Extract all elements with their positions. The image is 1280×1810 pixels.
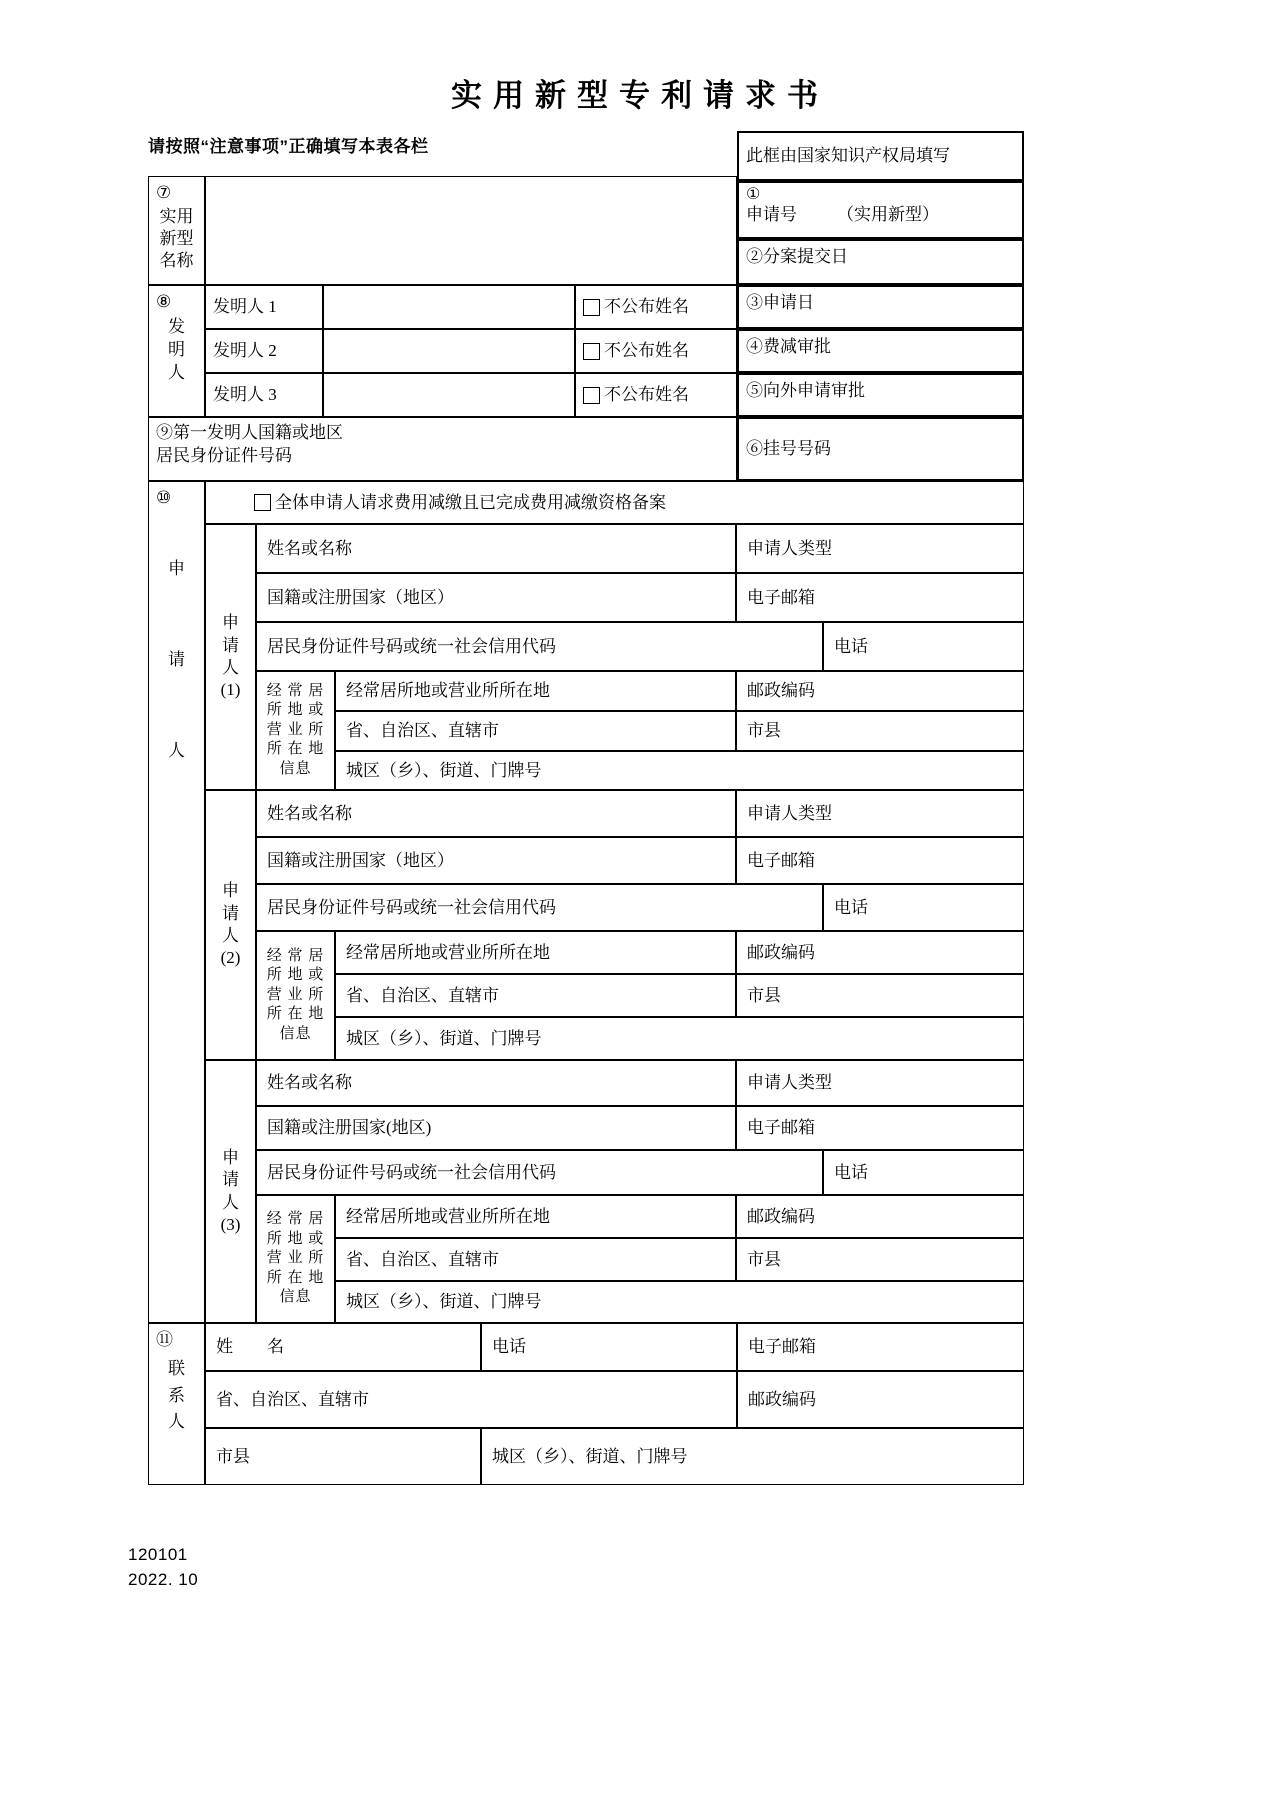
applicant-1-id-label: 居民身份证件号码或统一社会信用代码 [267,636,556,656]
applicant-2-tag-cell [205,790,256,1060]
inventor-3-label: 发明人 3 [213,385,277,405]
applicant-3-id-cell[interactable] [256,1150,823,1195]
office-box-header-label: 此框由国家知识产权局填写 [746,146,950,166]
fee-reduction-checkbox[interactable] [254,494,271,511]
section-7-label-line-2: 新型 [159,229,194,249]
applicant-2-email-label: 电子邮箱 [747,850,815,870]
applicant-1-city-label: 市县 [747,721,781,741]
applicant-2-province-label: 省、自治区、直辖市 [346,985,499,1005]
section-8-label-line-3: 人 [168,363,185,383]
applicant-1-address-block-label-line-3: 营 业 所 [266,721,325,738]
fee-reduction-row[interactable] [205,481,1024,524]
office-box-filing-date [737,285,1024,329]
applicant-1-province-label: 省、自治区、直辖市 [346,721,499,741]
applicant-3-email-label: 电子邮箱 [747,1118,815,1138]
inventor-1-no-publish-checkbox[interactable] [583,299,600,316]
registration-number-label: ⑥挂号号码 [746,439,831,459]
applicant-1-type-label: 申请人类型 [747,538,832,558]
applicant-2-name-label-cell[interactable] [256,790,736,837]
applicant-1-name-label-cell[interactable] [256,524,736,573]
applicant-2-id-cell[interactable] [256,884,823,931]
contact-email-cell[interactable] [737,1323,1024,1371]
applicant-3-district-cell[interactable] [335,1281,1024,1323]
applicant-1-address-block-label-line-4: 所 在 地 [266,741,325,758]
applicant-2-district-label: 城区（乡）、街道、门牌号 [346,1028,542,1048]
applicant-2-id-label: 居民身份证件号码或统一社会信用代码 [267,897,556,917]
applicant-3-residence-cell[interactable] [335,1195,736,1238]
contact-postcode-cell[interactable] [737,1371,1024,1428]
applicant-2-address-block-label-cell [256,931,335,1060]
section-10-number-cell [148,481,205,1323]
applicant-1-address-block-label-line-5: 信息 [279,760,312,777]
inventor-1-label-cell [205,285,323,329]
inventor-1-no-publish-label: 不公布姓名 [604,297,689,317]
applicant-2-address-block-label-line-2: 所 地 或 [266,967,325,984]
applicant-3-city-label: 市县 [747,1249,781,1269]
inventor-2-no-publish-label: 不公布姓名 [604,341,689,361]
applicant-1-tag-index: (1) [220,680,241,700]
applicant-2-tag-line-1: 申 [222,881,239,901]
form-code: 120101 [128,1545,188,1564]
applicant-2-district-cell[interactable] [335,1017,1024,1060]
applicant-1-nationality-label: 国籍或注册国家（地区） [267,587,454,607]
applicant-1-address-block-label [259,676,332,785]
applicant-3-address-block-label-line-5: 信息 [279,1289,312,1306]
applicant-3-address-block-label-line-3: 营 业 所 [266,1250,325,1267]
applicant-1-postcode-cell[interactable] [736,671,1024,711]
applicant-1-phone-cell[interactable] [823,622,1024,671]
applicant-1-tag [213,530,248,784]
applicant-2-postcode-label: 邮政编码 [747,942,815,962]
applicant-1-residence-cell[interactable] [335,671,736,711]
section-10-label-line-1: 申 [168,559,185,579]
section-8-number: ⑧ [156,292,172,311]
section-7-label-line-3: 名称 [159,251,194,271]
applicant-3-residence-label: 经常居所地或营业所所在地 [346,1206,550,1226]
applicant-2-address-block-label-line-4: 所 在 地 [266,1006,325,1023]
fee-reduction-approval-label: ④费减审批 [746,337,831,356]
section-7-number-cell [148,176,205,285]
section-9-cell[interactable] [148,417,737,481]
applicant-1-email-label: 电子邮箱 [747,587,815,607]
applicant-2-province-cell[interactable] [335,974,736,1017]
filing-date-label: ③申请日 [746,293,814,312]
office-box-fee-reduction-approval [737,329,1024,373]
section-10-number: ⑩ [156,488,172,507]
applicant-2-type-label: 申请人类型 [747,803,832,823]
applicant-2-address-block-label-line-5: 信息 [279,1025,312,1042]
inventor-3-no-publish-checkbox[interactable] [583,387,600,404]
inventor-1-label: 发明人 1 [213,297,277,317]
applicant-1-tag-line-2: 请 [222,635,239,655]
applicant-1-district-label: 城区（乡）、街道、门牌号 [346,760,542,780]
applicant-2-phone-label: 电话 [834,897,868,917]
applicant-3-postcode-cell[interactable] [736,1195,1024,1238]
applicant-3-nationality-cell[interactable] [256,1106,736,1150]
contact-name-cell[interactable] [205,1323,481,1371]
contact-postcode-label: 邮政编码 [748,1389,816,1409]
applicant-1-tag-line-1: 申 [222,613,239,633]
office-box-foreign-filing-approval [737,373,1024,417]
inventor-2-label-cell [205,329,323,373]
applicant-3-district-label: 城区（乡）、街道、门牌号 [346,1292,542,1312]
applicant-3-id-label: 居民身份证件号码或统一社会信用代码 [267,1162,556,1182]
contact-province-label: 省、自治区、直辖市 [216,1389,369,1409]
inventor-1-input[interactable] [323,285,575,329]
inventor-3-label-cell [205,373,323,417]
contact-province-cell[interactable] [205,1371,737,1428]
inventor-3-input[interactable] [323,373,575,417]
applicant-1-tag-line-3: 人 [222,658,239,677]
first-inventor-nationality-label: ⑨第一发明人国籍或地区 [156,423,343,442]
applicant-1-phone-label: 电话 [834,636,868,656]
applicant-3-email-cell[interactable] [736,1106,1024,1150]
applicant-3-name-label: 姓名或名称 [267,1073,352,1093]
divisional-date-label: ②分案提交日 [746,247,848,266]
applicant-1-address-block-label-cell [256,671,335,790]
contact-phone-label: 电话 [492,1337,526,1357]
office-box-divisional-date [737,239,1024,285]
applicant-2-nationality-cell[interactable] [256,837,736,884]
applicant-1-email-cell[interactable] [736,573,1024,622]
applicant-1-id-cell[interactable] [256,622,823,671]
page-title: 实用新型专利请求书 [451,78,829,113]
section-11-label-line-3: 人 [168,1411,185,1431]
contact-district-cell[interactable] [481,1428,1024,1485]
section-8-label-line-2: 明 [168,340,185,360]
section-11-label-line-1: 联 [168,1359,185,1379]
section-8-number-cell [148,285,205,417]
contact-district-label: 城区（乡）、街道、门牌号 [492,1446,688,1466]
applicant-1-type-cell[interactable] [736,524,1024,573]
contact-city-cell[interactable] [205,1428,481,1485]
applicant-2-email-cell[interactable] [736,837,1024,884]
section-7-label-line-1: 实用 [159,207,194,227]
applicant-2-tag-line-3: 人 [222,926,239,945]
applicant-3-tag-line-1: 申 [222,1147,239,1167]
applicant-2-residence-label: 经常居所地或营业所所在地 [346,942,550,962]
office-box-application-no [737,181,1024,239]
application-no-type: （实用新型） [837,204,939,224]
applicant-3-address-block-label-line-1: 经 常 居 [266,1211,325,1228]
applicant-3-phone-cell[interactable] [823,1150,1024,1195]
applicant-1-district-cell[interactable] [335,751,1024,790]
applicant-2-residence-cell[interactable] [335,931,736,974]
application-no-label: 申请号 [746,204,797,224]
section-11-number-cell [148,1323,205,1485]
applicant-2-postcode-cell[interactable] [736,931,1024,974]
applicant-3-nationality-label: 国籍或注册国家(地区) [267,1118,432,1138]
office-box-header [737,131,1024,181]
applicant-3-address-block-label-line-4: 所 在 地 [266,1269,325,1286]
inventor-2-no-publish-cell[interactable] [575,329,737,373]
applicant-3-province-label: 省、自治区、直辖市 [346,1249,499,1269]
contact-name-label: 姓 名 [216,1337,284,1357]
inventor-3-no-publish-label: 不公布姓名 [604,385,689,405]
office-box-num-1: ① [746,186,761,203]
applicant-1-residence-label: 经常居所地或营业所所在地 [346,681,550,701]
applicant-2-tag [213,796,248,1054]
office-box-registration-number [737,417,1024,481]
applicant-2-address-block-label-line-3: 营 业 所 [266,986,325,1003]
fill-notice: 请按照“注意事项”正确填写本表各栏 [148,137,429,156]
applicant-3-address-block-label-cell [256,1195,335,1323]
applicant-2-city-label: 市县 [747,985,781,1005]
section-11-label-line-2: 系 [168,1385,185,1405]
applicant-2-tag-index: (2) [220,948,241,968]
applicant-3-province-cell[interactable] [335,1238,736,1281]
applicant-2-type-cell[interactable] [736,790,1024,837]
foreign-filing-approval-label: ⑤向外申请审批 [746,381,865,400]
inventor-2-no-publish-checkbox[interactable] [583,343,600,360]
applicant-3-tag-line-3: 人 [222,1192,239,1212]
applicant-1-address-block-label-line-1: 经 常 居 [266,682,325,699]
form-version-date: 2022. 10 [128,1570,199,1589]
applicant-2-tag-line-2: 请 [222,903,239,923]
applicant-3-tag-index: (3) [220,1214,241,1234]
section-10-label-line-3: 人 [168,741,185,761]
utility-model-name-input[interactable] [205,176,737,285]
section-7-number: ⑦ [156,183,172,202]
applicant-3-name-label-cell[interactable] [256,1060,736,1106]
section-10-label-line-2: 请 [168,650,185,670]
section-11-number: ⑪ [156,1330,173,1349]
applicant-1-city-cell[interactable] [736,711,1024,751]
applicant-1-name-label: 姓名或名称 [267,538,352,558]
section-8-label-line-1: 发 [168,317,185,337]
applicant-1-province-cell[interactable] [335,711,736,751]
applicant-1-address-block-label-line-2: 所 地 或 [266,702,325,719]
applicant-3-address-block-label [259,1200,332,1318]
applicant-2-city-cell[interactable] [736,974,1024,1017]
contact-city-label: 市县 [216,1446,250,1466]
applicant-2-address-block-label-line-1: 经 常 居 [266,947,325,964]
applicant-1-nationality-cell[interactable] [256,573,736,622]
applicant-3-type-cell[interactable] [736,1060,1024,1106]
applicant-2-address-block-label [259,936,332,1055]
applicant-2-name-label: 姓名或名称 [267,803,352,823]
applicant-3-type-label: 申请人类型 [747,1073,832,1093]
applicant-3-phone-label: 电话 [834,1162,868,1182]
applicant-3-tag [213,1066,248,1317]
applicant-2-phone-cell[interactable] [823,884,1024,931]
contact-phone-cell[interactable] [481,1323,737,1371]
contact-email-label: 电子邮箱 [748,1337,816,1357]
fee-reduction-label: 全体申请人请求费用减缴且已完成费用减缴资格备案 [275,492,666,512]
applicant-1-postcode-label: 邮政编码 [747,681,815,701]
inventor-2-label: 发明人 2 [213,341,277,361]
applicant-3-postcode-label: 邮政编码 [747,1206,815,1226]
applicant-1-tag-cell [205,524,256,790]
applicant-3-address-block-label-line-2: 所 地 或 [266,1230,325,1247]
applicant-3-tag-cell [205,1060,256,1323]
applicant-2-nationality-label: 国籍或注册国家（地区） [267,850,454,870]
first-inventor-id-label: 居民身份证件号码 [156,445,292,465]
inventor-1-no-publish-cell[interactable] [575,285,737,329]
inventor-2-input[interactable] [323,329,575,373]
applicant-3-tag-line-2: 请 [222,1170,239,1190]
applicant-3-city-cell[interactable] [736,1238,1024,1281]
inventor-3-no-publish-cell[interactable] [575,373,737,417]
